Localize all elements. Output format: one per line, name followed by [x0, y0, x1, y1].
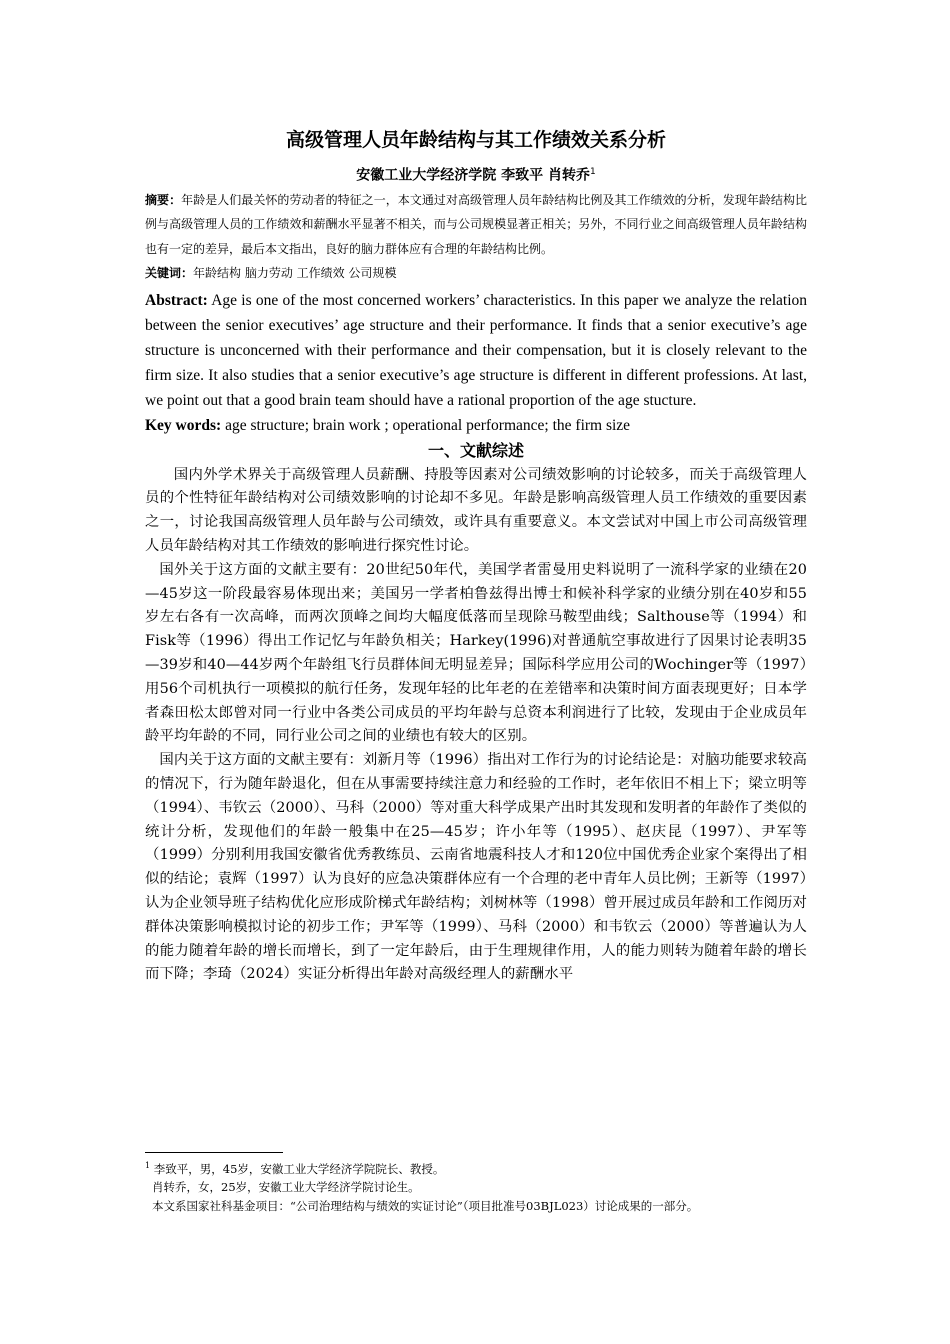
paper-title: 高级管理人员年龄结构与其工作绩效关系分析 — [285, 129, 666, 151]
chinese-keywords-text: 年龄结构 脑力劳动 工作绩效 公司规模 — [193, 266, 397, 281]
english-keywords — [145, 413, 807, 438]
section-heading-literature-review: 一、文献综述 — [427, 440, 524, 460]
body-paragraph: 国内外学术界关于高级管理人员薪酬、持股等因素对公司绩效影响的讨论较多，而关于高级管理人员的个性特征年龄结构对公司绩效影响的讨论却不多见。年龄是影响高级管理人员工作绩效的重要因素之一，讨论我国高级管理人员年龄与公司绩效，或许具有重要意义。本文尝试对中国上市公司高级管理人员年龄结构对其工作绩效的影响进行探究性讨论。 — [145, 466, 807, 555]
english-keywords-text: age structure; brain work ; operational performance; the firm size — [221, 416, 631, 434]
body-paragraph: 国内关于这方面的文献主要有：刘新月等（1996）指出对工作行为的讨论结论是：对脑功能要求较高的情况下，行为随年龄退化，但在从事需要持续注意力和经验的工作时，老年依旧不相上下；梁立明等（1994）、韦钦云（2000）、马科（2000）等对重大科学成果产出时其发现和发明者的年龄作了类似的统计分析，发现他们的年龄一般集中在25—45岁；许小年等（1995）、赵庆昆（1997）、尹军等（1999）分别利用我国安徽省优秀教练员、云南省地震科技人才和120位中国优秀企业家个案得出了相似的结论；袁辉（1997）认为良好的应急决策群体应有一个合理的老中青年人员比例；王新等（1997）认为企业领导班子结构优化应形成阶梯式年龄结构；刘树林等（1998）曾开展过成员年龄和工作阅历对群体决策影响模拟讨论的初步工作；尹军等（1999）、马科（2000）和韦钦云（2000）等普遍认为人的能力随着年龄的增长而增长，到了一定年龄后，由于生理规律作用，人的能力则转为随着年龄的增长而下降；李琦（2024）实证分析得出年龄对高级经理人的薪酬水平 — [145, 752, 807, 983]
author-line — [145, 162, 807, 186]
authors-text: 安徽工业大学经济学院 李致平 肖转乔 — [356, 167, 590, 184]
footnote-mark: 1 — [145, 1161, 151, 1170]
english-abstract-label: Abstract: — [145, 291, 208, 309]
footnote-author-1: 李致平，男，45岁，安徽工业大学经济学院院长、教授。 — [150, 1161, 445, 1176]
body-paragraph: 国外关于这方面的文献主要有：20世纪50年代，美国学者雷曼用史料说明了一流科学家的业绩在20—45岁这一阶段最容易体现出来；美国另一学者柏鲁兹得出博士和候补科学家的业绩分别在40岁和55岁左右各有一次高峰，而两次顶峰之间均大幅度低落而呈现除马鞍型曲线；Salthouse等（1994）和Fisk等（1996）得出工作记忆与年龄负相关；Harkey(1996)对普通航空事故进行了因果讨论表明35—39岁和40—44岁两个年龄组飞行员群体间无明显差异；国际科学应用公司的Wochinger等（1997）用56个司机执行一项模拟的航行任务，发现年轻的比年老的在差错率和决策时间方面表现更好；日本学者森田松太郎曾对同一行业中各类公司成员的平均年龄与总资本利润进行了比较，发现由于企业成员年龄平均年龄的不同，同行业公司之间的业绩也有较大的区别。 — [145, 561, 807, 745]
chinese-keywords-label: 关键词： — [145, 266, 194, 281]
chinese-abstract — [145, 188, 807, 262]
footnote-author-2: 肖转乔，女，25岁，安徽工业大学经济学院讨论生。 — [152, 1180, 420, 1195]
paper-body — [145, 126, 807, 987]
chinese-keywords — [145, 261, 807, 286]
english-abstract-text: Age is one of the most concerned workers’ characteristics. In this paper we analyze the relation between the senior executives’ age structure and their performance. It finds that a senior executive’s age structure is unconcerned with their performance and their compensation, but it is closely relevant to the firm size. It also studies that a senior executive’s age structure is different in different professions. At last, we point out that a good brain team should have a rational proportion of the age stucture. — [145, 291, 807, 409]
chinese-abstract-text: 年龄是人们最关怀的劳动者的特征之一，本文通过对高级管理人员年龄结构比例及其工作绩效的分析，发现年龄结构比例与高级管理人员的工作绩效和薪酬水平显著不相关，而与公司规模显著正相关；另外，不同行业之间高级管理人员年龄结构也有一定的差异，最后本文指出，良好的脑力群体应有合理的年龄结构比例。 — [145, 192, 807, 256]
english-abstract — [145, 288, 807, 413]
chinese-abstract-label: 摘要： — [145, 192, 182, 207]
author-footnote-mark[interactable]: 1 — [590, 167, 596, 177]
footnote-funding: 本文系国家社科基金项目：“公司治理结构与绩效的实证讨论”（项目批准号03BJL023）讨论成果的一部分。 — [152, 1198, 699, 1213]
footnotes — [145, 1157, 807, 1215]
footnote-1 — [145, 1157, 807, 1178]
english-keywords-label: Key words: — [145, 416, 222, 434]
footnote-divider — [145, 1152, 283, 1153]
